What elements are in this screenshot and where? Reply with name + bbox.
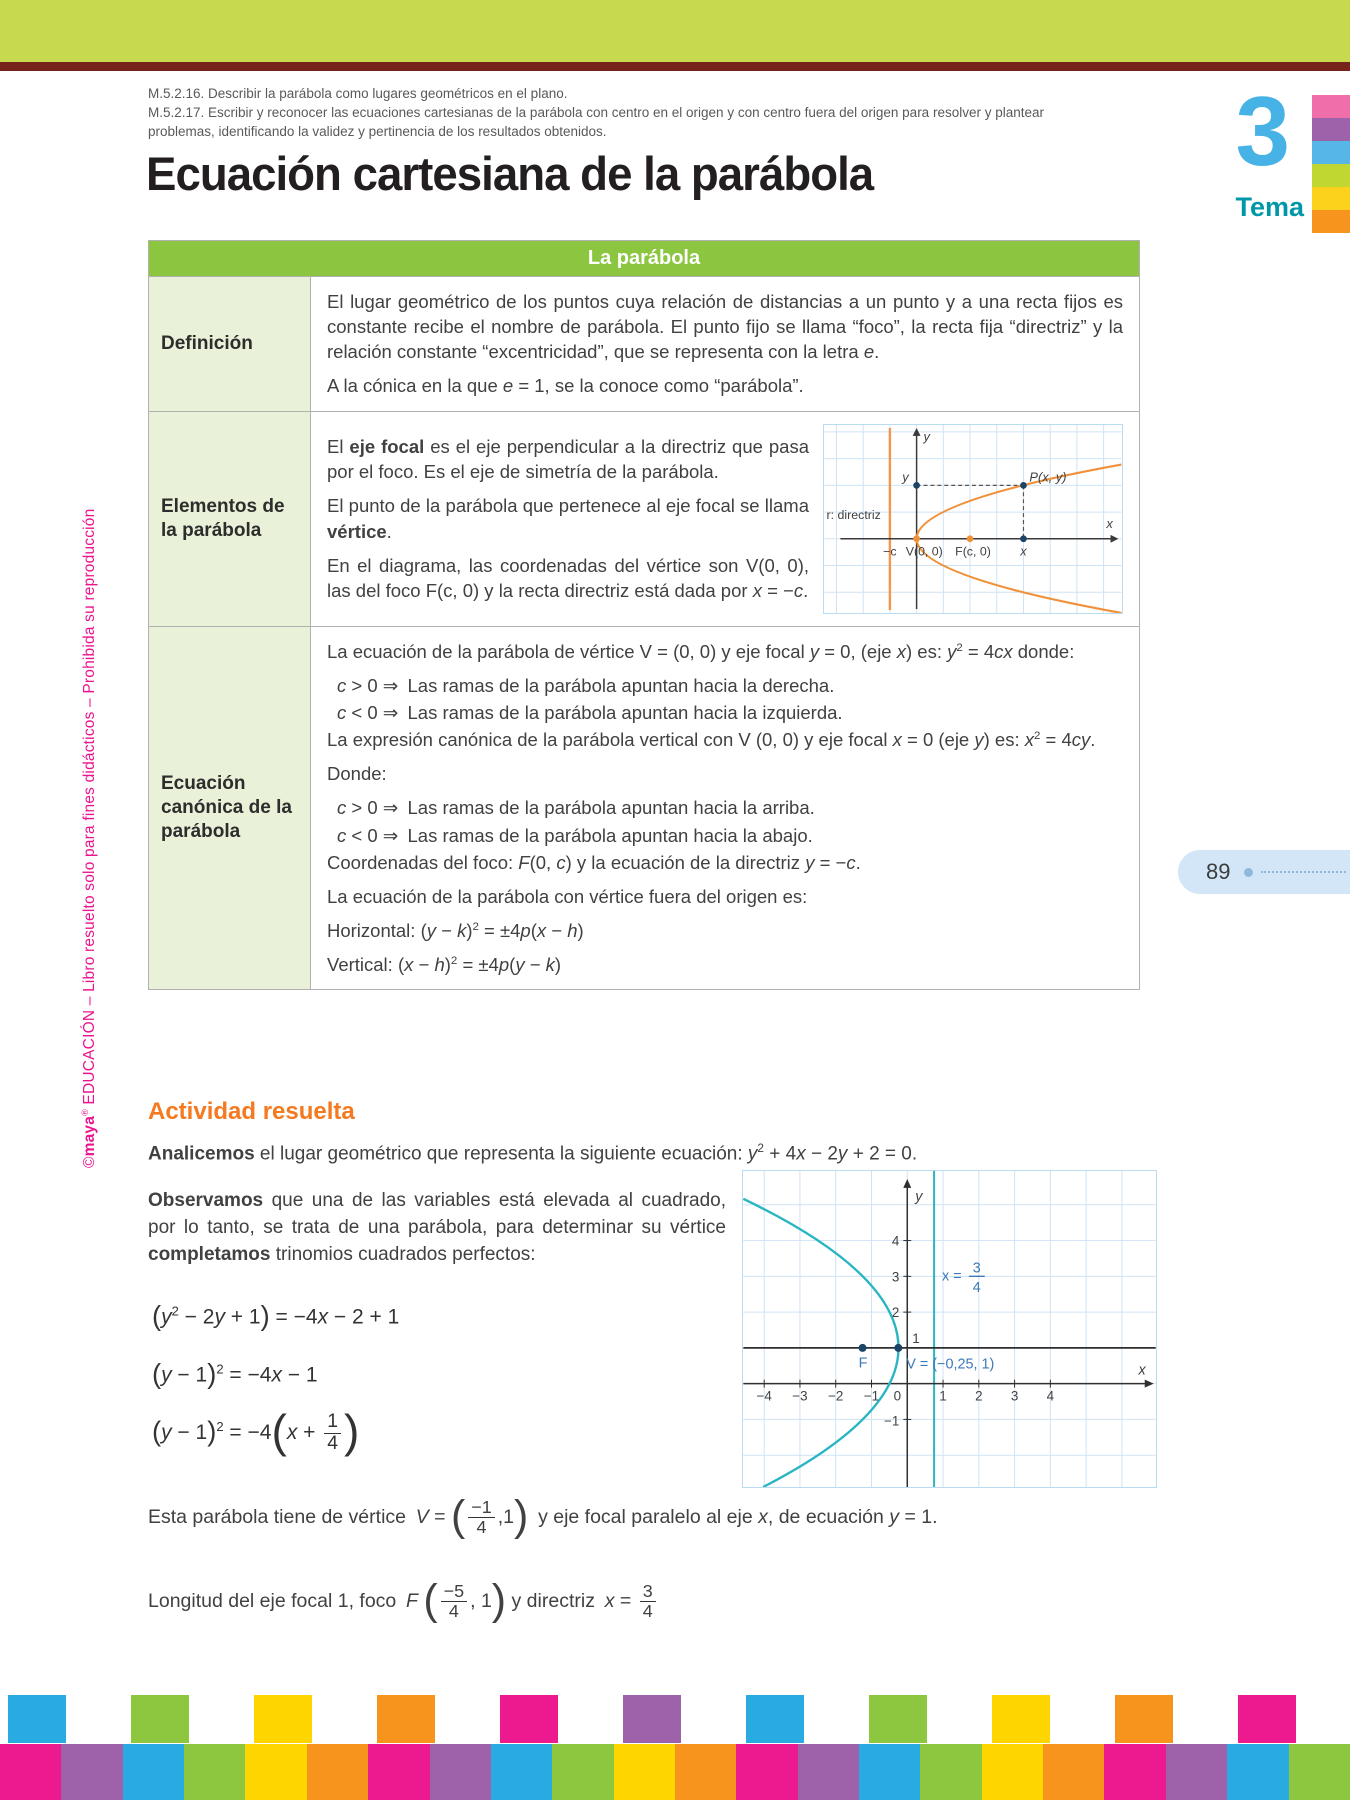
paragraph: Donde: [327, 763, 387, 785]
footer-color-block [1115, 1695, 1173, 1743]
minus-c-label: −c [883, 544, 897, 559]
footer-color-block [982, 1744, 1043, 1800]
footer-color-block [0, 1744, 61, 1800]
x-coordinate-label: x [1020, 543, 1027, 559]
footer-color-block [859, 1744, 920, 1800]
paragraph: La ecuación de la parábola con vértice fuera del origen es: [327, 885, 808, 907]
x-tick: 1 [939, 1388, 947, 1404]
footer-color-block [8, 1695, 66, 1743]
footer-color-block [1238, 1695, 1296, 1743]
grid-lines [743, 1171, 1155, 1487]
ecuacion-content [311, 627, 1139, 990]
elementos-content [311, 412, 1139, 626]
la-parabola-table [148, 240, 1140, 990]
footer-color-block [623, 1695, 681, 1743]
tema-stripe [1312, 210, 1350, 233]
point-p-label: P(x, y) [1029, 469, 1067, 485]
activity-parabola-figure [742, 1170, 1157, 1488]
footer-color-block [61, 1744, 122, 1800]
y-tick: 4 [891, 1233, 900, 1249]
focus-label: F(c, 0) [955, 544, 991, 559]
y-axis-label: y [923, 428, 930, 444]
ecuacion-label: Ecuación canónica de la parábola [149, 627, 311, 990]
footer-color-block [184, 1744, 245, 1800]
equation-step-1: $(y^2 - 2y + 1) = -4x - 2 + 1$ [152, 1300, 400, 1331]
badge-dot [1244, 868, 1253, 877]
vertex-label: V = (−0,25, 1) [906, 1356, 995, 1373]
table-row-definicion [149, 276, 1139, 411]
table-row-ecuacion [149, 626, 1139, 990]
badge-dotted-line [1261, 871, 1346, 873]
x-axis-label: x [1106, 515, 1113, 531]
y-tick: 1 [912, 1330, 920, 1346]
footer-color-block [254, 1695, 312, 1743]
tema-number: 3 [1235, 76, 1290, 186]
case-line: c > 0 ⇒ Las ramas de la parábola apuntan hacia la derecha. [337, 674, 835, 696]
focus-point [967, 535, 974, 542]
directrix-label: r: directriz [826, 507, 881, 522]
footer-color-block [675, 1744, 736, 1800]
footer-color-block [746, 1695, 804, 1743]
page-title: Ecuación cartesiana de la parábola [146, 147, 874, 200]
curriculum-standards [148, 84, 1088, 141]
paragraph: La expresión canónica de la parábola vertical con V (0, 0) y eje focal x = 0 (eje y) es: $x^2 = 4cy$. [327, 729, 1096, 751]
footer-color-block [1227, 1744, 1288, 1800]
y-tick: 3 [891, 1269, 900, 1285]
definicion-label: Definición [149, 277, 311, 411]
case-line: c > 0 ⇒ Las ramas de la parábola apuntan hacia la arriba. [337, 797, 815, 819]
footer-color-block [736, 1744, 797, 1800]
footer-strip [0, 1695, 1350, 1800]
tema-stripe [1312, 118, 1350, 141]
focus-label: F [858, 1355, 868, 1372]
standard-line-1: M.5.2.16. Describir la parábola como lugares geométricos en el plano. [148, 86, 568, 101]
directrix-label-num: 3 [972, 1260, 981, 1277]
paragraph: En el diagrama, las coordenadas del vértice son V(0, 0), las del foco F(c, 0) y la recta directriz está dada por x = −c. [327, 554, 809, 601]
page-number: 89 [1206, 859, 1231, 884]
footer-color-block [1289, 1744, 1350, 1800]
y-axis-arrow [903, 1179, 911, 1188]
y-tick: −1 [884, 1413, 900, 1429]
vertex-point [913, 535, 920, 542]
footer-color-block [869, 1695, 927, 1743]
paragraph: Coordenadas del foco: F(0, c) y la ecuación de la directriz y = −c. [327, 851, 861, 873]
x-axis-arrow [1111, 534, 1119, 542]
focus-point [859, 1344, 867, 1352]
tema-label: Tema [1235, 192, 1304, 222]
tema-stripes [1312, 95, 1350, 233]
footer-color-block [123, 1744, 184, 1800]
tema-stripe [1312, 95, 1350, 118]
vertex-point [894, 1344, 902, 1352]
activity-graph-wrap [742, 1170, 1157, 1493]
equation-step-2: $(y - 1)^2 = -4x - 1$ [152, 1358, 318, 1389]
paragraph: A la cónica en la que e = 1, se la conoce como “parábola”. [327, 375, 804, 397]
parabola-curve [743, 1199, 898, 1487]
paragraph: El eje focal es el eje perpendicular a la directriz que pasa por el foco. Es el eje de simetría de la parábola. [327, 436, 809, 483]
tema-stripe [1312, 141, 1350, 164]
conclusion-vertex: Esta parábola tiene de vértice V = ( $\frac{-1}{4}$ ,1) y eje focal paralelo al eje x, de ecuación y = 1. [148, 1491, 938, 1540]
x-tick: −4 [756, 1388, 772, 1404]
point-p [1020, 482, 1027, 489]
definicion-content [311, 277, 1139, 411]
y-tick: 2 [891, 1305, 900, 1321]
footer-color-block [920, 1744, 981, 1800]
maroon-divider [0, 62, 1350, 71]
footer-color-block [131, 1695, 189, 1743]
x-tick: 2 [975, 1388, 983, 1404]
footer-color-block [552, 1744, 613, 1800]
paragraph: El lugar geométrico de los puntos cuya relación de distancias a un punto y a una recta fijos es constante recibe el nombre de parábola. El punto fijo se llama “foco”, la recta fija “directriz” y la relación constante “excentricidad”, que se representa con la letra e. [327, 291, 1123, 363]
copyright-sidebar: ©maya® EDUCACIÓN – Libro resuelto solo para fines didácticos – Prohibida su reproducción [80, 508, 99, 1168]
x-axis-label: x [1138, 1362, 1146, 1379]
x-tick: −1 [863, 1388, 880, 1404]
page-number-badge [1178, 850, 1350, 894]
equation-horizontal: Horizontal: $(y - k)^2 = \pm 4p(x - h)$ [327, 920, 584, 942]
table-title: La parábola [149, 241, 1139, 276]
footer-bottom-row [0, 1744, 1350, 1800]
x-tick: −3 [792, 1388, 808, 1404]
x-tick: 4 [1046, 1388, 1055, 1404]
equation-vertical: Vertical: $(x - h)^2 = \pm 4p(y - k)$ [327, 954, 562, 976]
footer-color-block [245, 1744, 306, 1800]
case-line: c < 0 ⇒ Las ramas de la parábola apuntan hacia la abajo. [337, 824, 813, 846]
y-coordinate-point [913, 482, 920, 489]
footer-color-block [1043, 1744, 1104, 1800]
footer-color-block [500, 1695, 558, 1743]
case-line: c < 0 ⇒ Las ramas de la parábola apuntan hacia la izquierda. [337, 701, 843, 723]
vertex-label: V(0, 0) [905, 544, 943, 559]
y-coordinate-label: y [902, 469, 909, 485]
footer-color-block [430, 1744, 491, 1800]
activity-heading: Actividad resuelta [148, 1098, 355, 1125]
footer-color-block [992, 1695, 1050, 1743]
footer-color-block [377, 1695, 435, 1743]
elementos-label: Elementos de la parábola [149, 412, 311, 626]
activity-intro: Analicemos el lugar geométrico que representa la siguiente ecuación: $y^2 + 4x - 2y + 2 = 0$. [148, 1142, 918, 1165]
tema-stripe [1312, 164, 1350, 187]
activity-observation: Observamos que una de las variables está elevada al cuadrado, por lo tanto, se trata de una parábola, para determinar su vértice completamos trinomios cuadrados perfectos: [148, 1190, 726, 1265]
x-coordinate-point [1020, 535, 1027, 542]
conclusion-focus-directrix: Longitud del eje focal 1, foco F ( $\frac{-5}{4}$ , 1) y directriz x = $\frac{3}{4}$ [148, 1582, 1228, 1622]
footer-color-block [307, 1744, 368, 1800]
x-tick: 3 [1010, 1388, 1019, 1404]
y-axis-label: y [915, 1188, 923, 1205]
footer-color-block [614, 1744, 675, 1800]
footer-color-block [491, 1744, 552, 1800]
footer-color-block [1104, 1744, 1165, 1800]
x-tick: 0 [893, 1388, 902, 1404]
top-color-band [0, 0, 1350, 62]
parabola-elements-figure [823, 424, 1123, 614]
axes [840, 434, 1113, 609]
footer-color-block [368, 1744, 429, 1800]
standard-line-2: M.5.2.17. Escribir y reconocer las ecuaciones cartesianas de la parábola con centro en el origen y con centro fuera del origen para resolver y plantear problemas, identificando la validez y pertinencia de los resultados obtenidos. [148, 105, 1044, 140]
x-axis-arrow [1145, 1380, 1154, 1388]
table-row-elementos [149, 411, 1139, 626]
tema-stripe [1312, 187, 1350, 210]
directrix-label-den: 4 [972, 1280, 981, 1297]
footer-color-block [798, 1744, 859, 1800]
equation-step-3: $(y - 1)^2 = -4(x$ + $\frac{1}{4}$ ) [152, 1405, 360, 1458]
paragraph: El punto de la parábola que pertenece al eje focal se llama vértice. [327, 495, 809, 542]
x-tick: −2 [828, 1388, 844, 1404]
directrix-label-pre: x = [942, 1268, 962, 1285]
footer-color-block [1166, 1744, 1227, 1800]
paragraph: La ecuación de la parábola de vértice V = (0, 0) y eje focal y = 0, (eje x) es: $y^2 = 4cx$ donde: [327, 640, 1075, 662]
